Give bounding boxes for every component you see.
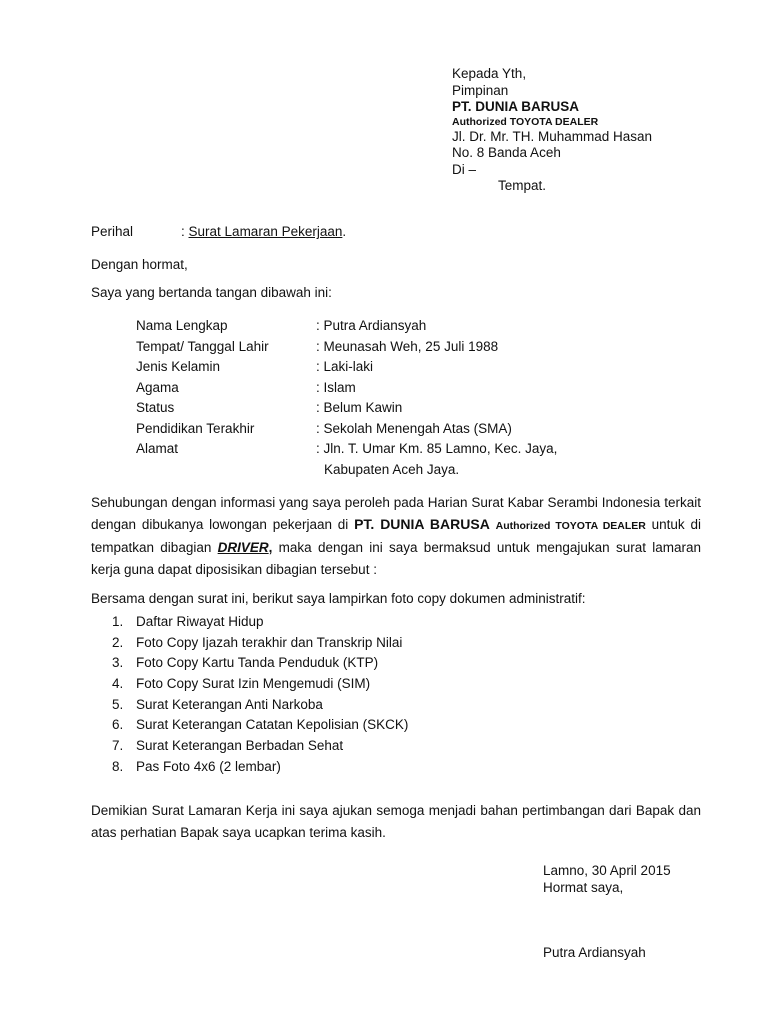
identity-key: Status xyxy=(136,400,175,415)
addressee-address-line2: No. 8 Banda Aceh xyxy=(452,145,561,160)
paragraph1-part2: untuk di tempatkan dibagian xyxy=(91,516,701,555)
list-item-text: Daftar Riwayat Hidup xyxy=(136,614,264,629)
identity-row xyxy=(136,460,624,481)
body-paragraph-1 xyxy=(91,492,701,580)
list-item-number: 1. xyxy=(112,614,124,629)
identity-key: Nama Lengkap xyxy=(136,318,228,333)
identity-key: Jenis Kelamin xyxy=(136,359,221,374)
signature-place-date: Lamno, 30 April 2015 xyxy=(543,863,671,878)
list-item-number: 4. xyxy=(112,676,124,692)
subject-period: . xyxy=(342,224,347,239)
addressee-company: PT. DUNIA BARUSA xyxy=(452,99,580,114)
identity-value: : Islam xyxy=(316,379,356,395)
addressee-di: Di – xyxy=(452,161,477,177)
closing-paragraph: Demikian Surat Lamaran Kerja ini saya ajukan semoga menjadi bahan pertimbangan dari Bapak dan atas perhatian Bapak saya ucapkan terima kasih. xyxy=(91,803,701,840)
paragraph1-part1: Sehubungan dengan informasi yang saya peroleh pada Harian Surat Kabar Serambi Indonesia terkait dengan dibukanya lowongan pekerjaan di xyxy=(91,495,701,532)
identity-value: Kabupaten Aceh Jaya. xyxy=(324,461,460,477)
identity-key: Tempat/ Tanggal Lahir xyxy=(136,338,269,354)
addressee-dealer: Authorized TOYOTA DEALER xyxy=(452,115,599,128)
list-item-number: 8. xyxy=(112,758,124,774)
identity-key: Alamat xyxy=(136,441,179,456)
identity-row xyxy=(136,378,624,399)
list-item xyxy=(112,674,408,695)
identity-key xyxy=(136,460,316,481)
greeting: Dengan hormat, xyxy=(91,257,188,272)
list-item-number: 7. xyxy=(112,738,124,754)
list-item-number: 6. xyxy=(112,717,124,733)
identity-row xyxy=(136,357,624,378)
addressee-salutation: Kepada Yth, xyxy=(452,66,527,81)
identity-value: : Meunasah Weh, 25 Juli 1988 xyxy=(316,338,499,354)
subject-line xyxy=(91,222,691,242)
signature-block xyxy=(543,862,671,896)
list-item-number: 2. xyxy=(112,634,124,650)
subject-colon: : xyxy=(181,224,185,239)
identity-value: : Belum Kawin xyxy=(316,400,403,415)
list-item-text: Pas Foto 4x6 (2 lembar) xyxy=(136,758,281,774)
subject-value: Surat Lamaran Pekerjaan xyxy=(188,224,343,239)
list-item xyxy=(112,757,408,778)
identity-key: Agama xyxy=(136,379,179,395)
paragraph1-comma: , xyxy=(268,540,273,555)
list-item xyxy=(112,715,408,736)
attachments-list xyxy=(112,612,408,778)
list-item-text: Foto Copy Surat Izin Mengemudi (SIM) xyxy=(136,676,371,692)
list-item xyxy=(112,736,408,757)
paragraph1-part3: maka dengan ini saya bermaksud untuk mengajukan surat lamaran kerja guna dapat diposisikan dibagian tersebut : xyxy=(91,540,702,577)
addressee-tempat: Tempat. xyxy=(498,178,547,193)
paragraph1-company: PT. DUNIA BARUSA xyxy=(354,515,490,532)
list-item xyxy=(112,612,408,633)
identity-key: Pendidikan Terakhir xyxy=(136,420,255,436)
subject-label: Perihal xyxy=(91,224,134,239)
identity-value: : Sekolah Menengah Atas (SMA) xyxy=(316,420,512,436)
identity-row xyxy=(136,337,624,358)
identity-value: : Putra Ardiansyah xyxy=(316,318,427,333)
identity-row xyxy=(136,398,624,419)
signature-name: Putra Ardiansyah xyxy=(543,945,646,960)
intro-text: Saya yang bertanda tangan dibawah ini: xyxy=(91,285,332,300)
identity-value: : Laki-laki xyxy=(316,359,374,374)
identity-table xyxy=(136,316,624,480)
list-item-text: Foto Copy Ijazah terakhir dan Transkrip Nilai xyxy=(136,634,403,650)
attachments-intro: Bersama dengan surat ini, berikut saya lampirkan foto copy dokumen administratif: xyxy=(91,591,586,606)
identity-row xyxy=(136,439,624,460)
list-item xyxy=(112,633,408,654)
list-item xyxy=(112,695,408,716)
paragraph1-dealer: Authorized TOYOTA DEALER xyxy=(495,519,646,532)
signature-regards: Hormat saya, xyxy=(543,880,624,895)
addressee-address-line1: Jl. Dr. Mr. TH. Muhammad Hasan xyxy=(452,128,653,144)
list-item-number: 5. xyxy=(112,696,124,712)
identity-value: : Jln. T. Umar Km. 85 Lamno, Kec. Jaya, xyxy=(316,441,558,456)
list-item-text: Surat Keterangan Berbadan Sehat xyxy=(136,738,344,754)
list-item-text: Surat Keterangan Anti Narkoba xyxy=(136,696,323,712)
addressee-title: Pimpinan xyxy=(452,82,509,98)
identity-row xyxy=(136,419,624,440)
list-item-number: 3. xyxy=(112,655,124,671)
list-item-text: Foto Copy Kartu Tanda Penduduk (KTP) xyxy=(136,655,379,671)
addressee-block xyxy=(452,66,752,195)
list-item xyxy=(112,653,408,674)
paragraph1-position: DRIVER xyxy=(217,540,269,555)
list-item-text: Surat Keterangan Catatan Kepolisian (SKCK) xyxy=(136,717,409,733)
identity-row xyxy=(136,316,624,337)
